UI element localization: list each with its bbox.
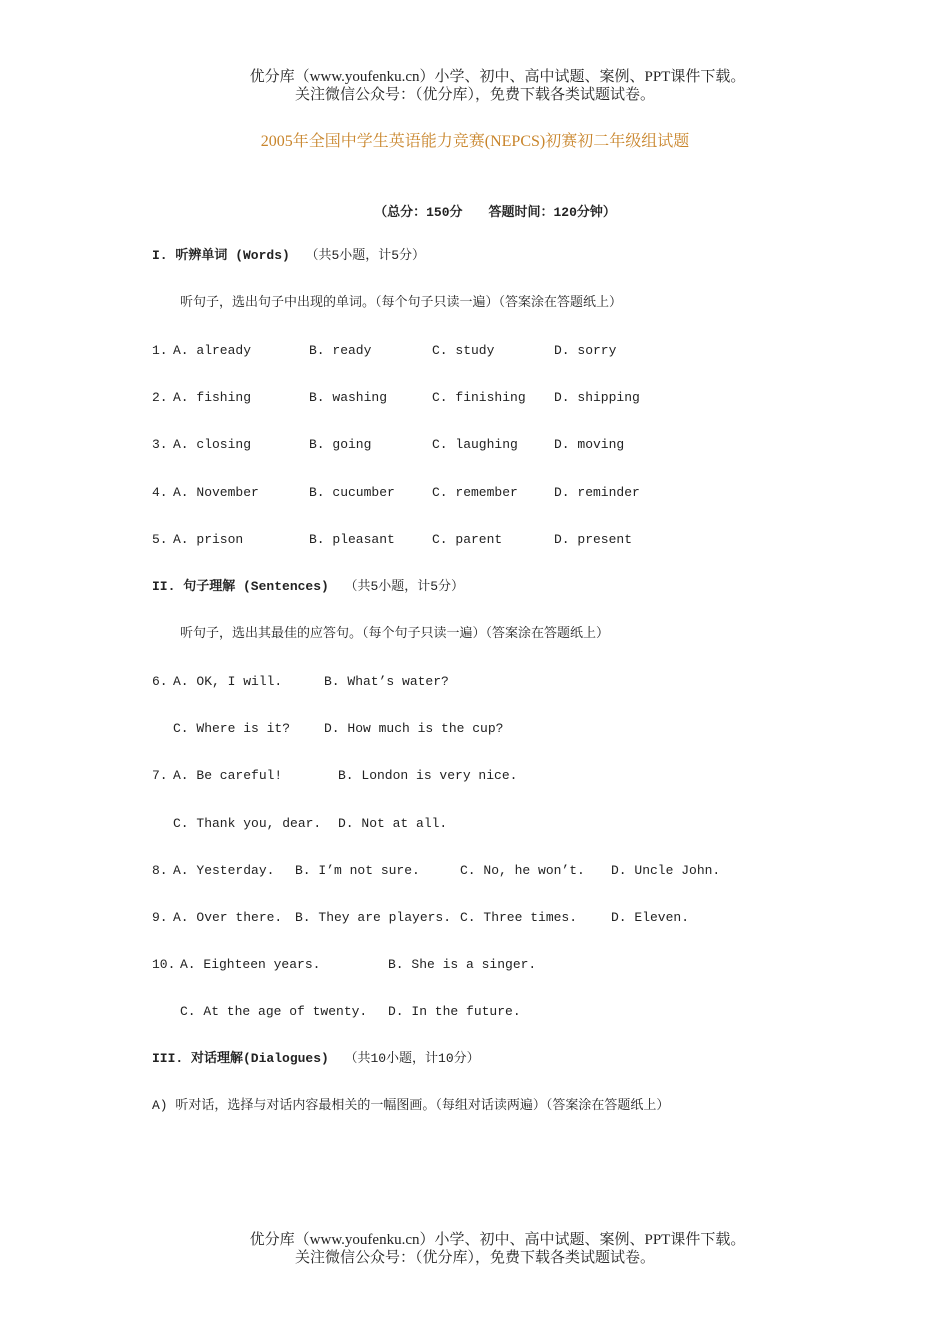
q10-option-a: A. Eighteen years. (180, 957, 321, 972)
page-footer (0, 1231, 950, 1267)
page-header (0, 68, 950, 104)
section-3-heading: III. 对话理解(Dialogues) （共10小题，计10分） (152, 1051, 480, 1066)
q1-number: 1. (152, 343, 168, 358)
q6-option-b: B. What’s water? (324, 674, 449, 689)
q5-option-a: A. prison (173, 532, 244, 547)
q4-option-a: A. November (173, 485, 259, 500)
total-score: （总分：150分 (374, 205, 463, 220)
q3-option-a: A. closing (173, 437, 252, 452)
q9-number: 9. (152, 910, 168, 925)
q7-option-a: A. Be careful! (173, 768, 283, 783)
q2-option-c: C. finishing (432, 390, 526, 405)
q4-option-c: C. remember (432, 485, 518, 500)
q7-option-c: C. Thank you, dear. (173, 816, 322, 831)
q7-number: 7. (152, 768, 168, 783)
q6-option-d: D. How much is the cup? (324, 721, 504, 736)
q8-number: 8. (152, 863, 168, 878)
header-line-1: 优分库（www.youfenku.cn）小学、初中、高中试题、案例、PPT课件下载。 (249, 69, 746, 85)
q2-option-d: D. shipping (554, 390, 640, 405)
q9-option-b: B. They are players. (295, 910, 452, 925)
q8-option-c: C. No, he won’t. (460, 863, 585, 878)
q2-option-b: B. washing (309, 390, 388, 405)
q1-option-d: D. sorry (554, 343, 617, 358)
section-2-heading: II. 句子理解 (Sentences) （共5小题，计5分） (152, 579, 465, 594)
q6-number: 6. (152, 674, 168, 689)
q1-option-a: A. already (173, 343, 252, 358)
q3-number: 3. (152, 437, 168, 452)
q5-number: 5. (152, 532, 168, 547)
q6-option-a: A. OK, I will. (173, 674, 283, 689)
q1-option-b: B. ready (309, 343, 372, 358)
header-line-2: 关注微信公众号：（优分库），免费下载各类试题试卷。 (294, 87, 655, 103)
q4-number: 4. (152, 485, 168, 500)
q4-option-d: D. reminder (554, 485, 640, 500)
q8-option-b: B. I’m not sure. (295, 863, 420, 878)
footer-line-2: 关注微信公众号：（优分库），免费下载各类试题试卷。 (294, 1250, 655, 1266)
q3-option-c: C. laughing (432, 437, 518, 452)
q10-option-c: C. At the age of twenty. (180, 1004, 368, 1019)
q9-option-c: C. Three times. (460, 910, 578, 925)
q2-number: 2. (152, 390, 168, 405)
section-1-instruction: 听句子，选出句子中出现的单词。（每个句子只读一遍）（答案涂在答题纸上） (180, 295, 623, 310)
section-1-heading: I. 听辨单词 (Words) （共5小题，计5分） (152, 248, 426, 263)
time-limit: 答题时间：120分钟） (488, 205, 616, 220)
section-2-instruction: 听句子，选出其最佳的应答句。（每个句子只读一遍）（答案涂在答题纸上） (180, 626, 610, 641)
q1-option-c: C. study (432, 343, 495, 358)
q5-option-c: C. parent (432, 532, 503, 547)
q7-option-b: B. London is very nice. (338, 768, 518, 783)
q5-option-b: B. pleasant (309, 532, 395, 547)
q9-option-d: D. Eleven. (611, 910, 690, 925)
q9-option-a: A. Over there. (173, 910, 283, 925)
q6-option-c: C. Where is it? (173, 721, 291, 736)
q10-number: 10. (152, 957, 176, 972)
q3-option-b: B. going (309, 437, 372, 452)
q10-option-b: B. She is a singer. (388, 957, 537, 972)
q5-option-d: D. present (554, 532, 633, 547)
score-line (0, 201, 950, 220)
section-3-instruction: A) 听对话，选择与对话内容最相关的一幅图画。（每组对话读两遍）（答案涂在答题纸上） (152, 1098, 670, 1113)
q3-option-d: D. moving (554, 437, 625, 452)
q7-option-d: D. Not at all. (338, 816, 448, 831)
exam-title: 2005年全国中学生英语能力竞赛(NEPCS)初赛初二年级组试题 (260, 133, 690, 150)
q4-option-b: B. cucumber (309, 485, 395, 500)
q8-option-a: A. Yesterday. (173, 863, 275, 878)
q10-option-d: D. In the future. (388, 1004, 521, 1019)
q2-option-a: A. fishing (173, 390, 252, 405)
q8-option-d: D. Uncle John. (611, 863, 721, 878)
footer-line-1: 优分库（www.youfenku.cn）小学、初中、高中试题、案例、PPT课件下载。 (249, 1232, 746, 1248)
